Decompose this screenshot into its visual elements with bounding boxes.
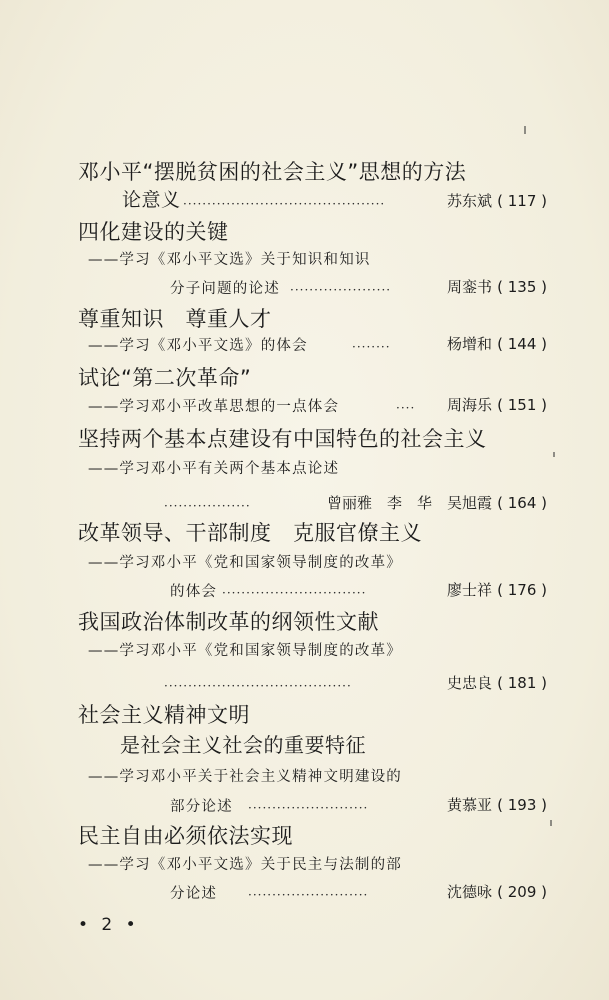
toc-leader-dots: ······································· xyxy=(164,679,352,693)
toc-entry-subtitle-continued: 分论述 xyxy=(170,886,218,902)
toc-entry-author: 苏东斌 xyxy=(447,192,493,210)
toc-leader-dots: ·········································· xyxy=(183,197,386,211)
toc-entry-ref xyxy=(447,675,547,691)
toc-entry-page: ( 164 ) xyxy=(497,494,547,512)
toc-entry-subtitle: ——学习邓小平有关两个基本点论述 xyxy=(88,461,340,477)
toc-entry-subtitle: ——学习邓小平关于社会主义精神文明建设的 xyxy=(88,769,402,785)
toc-entry-title: 民主自由必须依法实现 xyxy=(78,824,293,848)
page-number: • 2 • xyxy=(78,915,140,935)
toc-entry-page: ( 135 ) xyxy=(497,278,547,296)
toc-entry-author: 周海乐 xyxy=(447,396,493,414)
toc-entry-author: 史忠良 xyxy=(447,674,493,692)
toc-leader-dots: ····················· xyxy=(290,283,392,297)
toc-leader-dots: ························· xyxy=(248,801,369,815)
toc-entry-subtitle: ——学习《邓小平文选》关于民主与法制的部 xyxy=(88,857,402,873)
toc-leader-dots: ························· xyxy=(248,888,369,902)
toc-leader-dots: ······························ xyxy=(222,586,367,600)
toc-leader-dots: ···· xyxy=(396,401,416,415)
toc-entry-subtitle: ——学习邓小平《党和国家领导制度的改革》 xyxy=(88,555,402,571)
toc-entry-subtitle-continued: 分子问题的论述 xyxy=(170,281,280,297)
print-speck xyxy=(550,820,552,826)
toc-entry-ref xyxy=(447,582,547,598)
toc-entry-title: 改革领导、干部制度 克服官僚主义 xyxy=(78,521,422,545)
toc-entry-ref xyxy=(447,279,547,295)
toc-leader-dots: ········ xyxy=(352,340,391,354)
toc-entry-title: 四化建设的关键 xyxy=(78,220,229,244)
toc-entry-ref xyxy=(447,397,547,413)
toc-entry-page: ( 193 ) xyxy=(497,796,547,814)
toc-entry-author: 曾丽雅 李 华 吴旭霞 xyxy=(327,494,493,512)
toc-entry-author: 沈德咏 xyxy=(447,883,493,901)
toc-entry-ref xyxy=(447,193,547,209)
toc-entry-ref xyxy=(447,884,547,900)
toc-entry-title: 我国政治体制改革的纲领性文献 xyxy=(78,610,379,634)
toc-entry-subtitle: ——学习《邓小平文选》的体会 xyxy=(88,338,308,354)
toc-entry-ref xyxy=(327,495,547,511)
toc-entry-page: ( 209 ) xyxy=(497,883,547,901)
toc-entry-title: 社会主义精神文明 xyxy=(78,703,250,727)
print-speck xyxy=(524,126,526,134)
toc-leader-dots: ·················· xyxy=(164,499,251,513)
toc-entry-author: 廖士祥 xyxy=(447,581,493,599)
print-speck xyxy=(553,452,555,457)
toc-entry-page: ( 181 ) xyxy=(497,674,547,692)
toc-entry-title: 尊重知识 尊重人才 xyxy=(78,307,272,331)
toc-entry-title-continued: 论意义 xyxy=(122,189,181,211)
toc-entry-author: 黄慕亚 xyxy=(447,796,493,814)
toc-entry-ref xyxy=(447,336,547,352)
toc-entry-title-continued: 是社会主义社会的重要特征 xyxy=(120,733,366,757)
toc-entry-page: ( 144 ) xyxy=(497,335,547,353)
toc-entry-page: ( 117 ) xyxy=(497,192,547,210)
toc-entry-title: 试论“第二次革命” xyxy=(78,366,252,390)
toc-entry-subtitle: ——学习邓小平改革思想的一点体会 xyxy=(88,399,340,415)
toc-entry-author: 杨增和 xyxy=(447,335,493,353)
toc-entry-page: ( 176 ) xyxy=(497,581,547,599)
toc-entry-title: 坚持两个基本点建设有中国特色的社会主义 xyxy=(78,427,487,451)
toc-entry-page: ( 151 ) xyxy=(497,396,547,414)
toc-entry-subtitle: ——学习邓小平《党和国家领导制度的改革》 xyxy=(88,643,402,659)
toc-entry-subtitle: ——学习《邓小平文选》关于知识和知识 xyxy=(88,252,371,268)
toc-entry-ref xyxy=(447,797,547,813)
toc-entry-title: 邓小平“摆脱贫困的社会主义”思想的方法 xyxy=(78,160,467,184)
toc-entry-subtitle-continued: 部分论述 xyxy=(170,799,233,815)
toc-entry-author: 周銮书 xyxy=(447,278,493,296)
toc-entry-subtitle-continued: 的体会 xyxy=(170,584,218,600)
